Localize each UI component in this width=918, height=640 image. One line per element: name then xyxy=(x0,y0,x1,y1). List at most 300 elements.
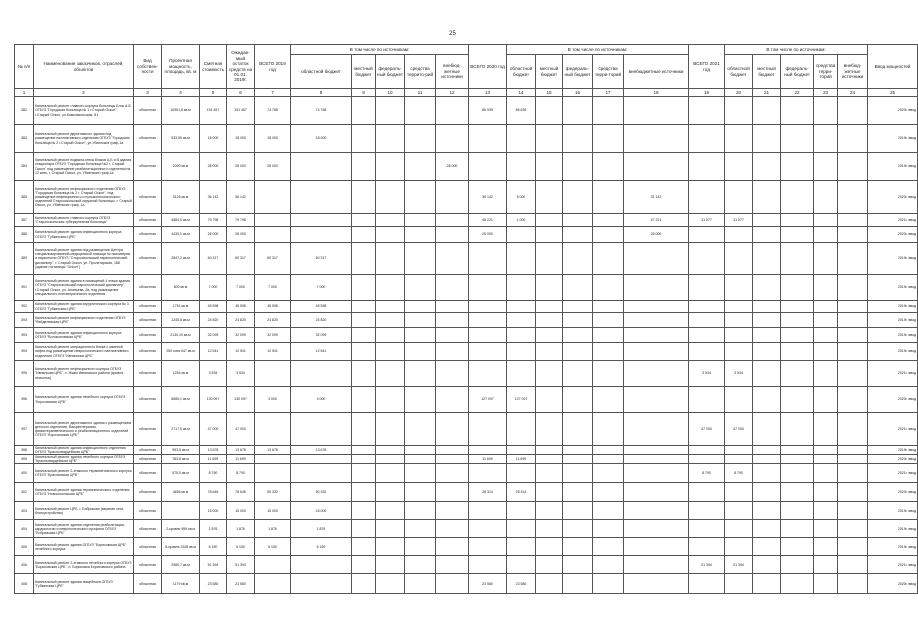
cell-empty xyxy=(405,275,436,301)
column-number: 21 xyxy=(753,89,781,97)
cell-empty xyxy=(405,538,436,556)
cell-own: областная xyxy=(134,446,162,455)
cell-r19 xyxy=(291,181,352,214)
cell-empty xyxy=(536,556,563,574)
cell-r21 xyxy=(725,574,753,594)
cell-r21 xyxy=(725,97,753,125)
table-row xyxy=(15,153,918,181)
hdr-commission: Ввод мощностей xyxy=(868,45,918,89)
cell-off19 xyxy=(436,446,469,455)
cell-empty xyxy=(593,181,624,214)
cell-off20: 47 221 xyxy=(624,214,689,227)
cell-empty xyxy=(352,125,376,153)
cell-off19 xyxy=(436,483,469,502)
cell-empty xyxy=(352,464,376,483)
cell-cap: 4656 кв.м xyxy=(162,483,200,502)
cell-r20 xyxy=(507,361,536,387)
cell-com: 2021г. ввод xyxy=(868,413,918,446)
column-number: 2 xyxy=(34,89,134,97)
hdr-src-territorial-2019: средства террито-рий xyxy=(405,55,436,89)
cell-r20: 127 097 xyxy=(507,387,536,413)
cell-off19 xyxy=(436,125,469,153)
cell-off19 xyxy=(436,464,469,483)
column-number: 18 xyxy=(624,89,689,97)
cell-cap: 2717,6 кв.м xyxy=(162,413,200,446)
cell-empty xyxy=(838,275,868,301)
cell-empty xyxy=(376,243,405,275)
cell-empty xyxy=(814,361,838,387)
cell-empty xyxy=(593,413,624,446)
cell-empty xyxy=(781,446,814,455)
cell-empty xyxy=(753,455,781,464)
cell-empty xyxy=(593,97,624,125)
hdr-incl-2020: В том числе по источникам: xyxy=(507,45,689,55)
cell-cost: 45 598 xyxy=(200,301,227,313)
cell-empty xyxy=(405,343,436,361)
cell-empty xyxy=(563,446,593,455)
cell-empty xyxy=(593,502,624,520)
page-number: 25 xyxy=(449,31,456,37)
cell-empty xyxy=(593,361,624,387)
cell-empty xyxy=(352,483,376,502)
cell-r20 xyxy=(507,313,536,328)
cell-t20 xyxy=(469,275,507,301)
cell-cost: 47 000 xyxy=(200,413,227,446)
cell-r20 xyxy=(507,520,536,538)
cell-t20 xyxy=(469,361,507,387)
cell-t20 xyxy=(469,464,507,483)
cell-empty xyxy=(593,343,624,361)
cell-n: 383 xyxy=(15,125,34,153)
cell-empty xyxy=(753,243,781,275)
cell-empty xyxy=(376,313,405,328)
cell-cap: 10951,8 кв.м xyxy=(162,97,200,125)
cell-empty xyxy=(838,313,868,328)
cell-empty xyxy=(405,455,436,464)
cell-empty xyxy=(536,343,563,361)
cell-exp: 8 790 xyxy=(227,464,255,483)
cell-empty xyxy=(352,538,376,556)
cell-r19 xyxy=(291,227,352,243)
cell-empty xyxy=(781,97,814,125)
hdr-name: Наименование заказчиков, отраслей, объектов xyxy=(34,45,134,89)
cell-off19 xyxy=(436,520,469,538)
cell-cost: 130 097 xyxy=(200,387,227,413)
cell-empty xyxy=(814,455,838,464)
cell-r19 xyxy=(291,556,352,574)
cell-r21: 3 534 xyxy=(725,361,753,387)
cell-empty xyxy=(536,455,563,464)
cell-n: 393 xyxy=(15,313,34,328)
cell-empty xyxy=(536,464,563,483)
cell-t21 xyxy=(689,502,725,520)
cell-empty xyxy=(563,125,593,153)
cell-r21: 8 790 xyxy=(725,464,753,483)
hdr-src-local-2019: местный бюджет xyxy=(352,55,376,89)
cell-empty xyxy=(781,125,814,153)
cell-empty xyxy=(814,502,838,520)
cell-t19: 3 000 xyxy=(255,387,291,413)
cell-t21: 51 394 xyxy=(689,556,725,574)
cell-t19: 6 150 xyxy=(255,538,291,556)
column-number: 3 xyxy=(134,89,162,97)
cell-empty xyxy=(814,574,838,594)
cell-off20 xyxy=(624,574,689,594)
cell-cost: 11 699 xyxy=(200,455,227,464)
cell-r21 xyxy=(725,502,753,520)
cell-r20: 5 000 xyxy=(507,181,536,214)
hdr-capacity: Проектная мощность, площадь, кв. м xyxy=(162,45,200,89)
cell-empty xyxy=(536,520,563,538)
cell-empty xyxy=(753,97,781,125)
cell-r21 xyxy=(725,387,753,413)
cell-empty xyxy=(753,464,781,483)
cell-empty xyxy=(536,181,563,214)
cell-t21 xyxy=(689,455,725,464)
cell-empty xyxy=(781,387,814,413)
hdr-src-regional-2021: областной бюджет xyxy=(725,55,753,89)
cell-r20 xyxy=(507,301,536,313)
cell-r20 xyxy=(507,413,536,446)
cell-cost: 12 541 xyxy=(200,343,227,361)
cell-r19: 32 099 xyxy=(291,328,352,343)
table-row xyxy=(15,343,918,361)
cell-com: 2019г. ввод xyxy=(868,313,918,328)
cell-empty xyxy=(376,520,405,538)
cell-empty xyxy=(781,361,814,387)
column-number: 22 xyxy=(781,89,814,97)
cell-t19: 60 317 xyxy=(255,243,291,275)
cell-t19 xyxy=(255,181,291,214)
cell-r19: 50 332 xyxy=(291,483,352,502)
cell-empty xyxy=(781,227,814,243)
cell-empty xyxy=(563,483,593,502)
cell-exp: 36 142 xyxy=(227,181,255,214)
cell-cap: 2090 кв.м xyxy=(162,153,200,181)
cell-t20 xyxy=(469,556,507,574)
table-row xyxy=(15,275,918,301)
cell-n: 400 xyxy=(15,464,34,483)
cell-name: Капитальный ремонт здания отделения реабилитации, кардиологии и неврологического профиля ОГБУЗ "Бобровская ЦРБ" xyxy=(34,520,134,538)
cell-cap: 1179 кв.м xyxy=(162,574,200,594)
cell-r21: 51 394 xyxy=(725,556,753,574)
cell-empty xyxy=(376,413,405,446)
hdr-src-local-2021: местный бюджет xyxy=(753,55,781,89)
cell-empty xyxy=(405,214,436,227)
cell-r20 xyxy=(507,125,536,153)
cell-own: областная xyxy=(134,328,162,343)
cell-empty xyxy=(753,301,781,313)
table-row xyxy=(15,301,918,313)
cell-r20: 11 699 xyxy=(507,455,536,464)
cell-own: областная xyxy=(134,455,162,464)
cell-t20: 11 699 xyxy=(469,455,507,464)
cell-empty xyxy=(376,97,405,125)
cell-com: 2019г. ввод xyxy=(868,301,918,313)
cell-off20 xyxy=(624,538,689,556)
cell-off20 xyxy=(624,343,689,361)
cell-cap: 2130,19 кв.м xyxy=(162,328,200,343)
cell-empty xyxy=(352,502,376,520)
cell-empty xyxy=(352,413,376,446)
cell-exp: 26 000 xyxy=(227,227,255,243)
cell-n: 384 xyxy=(15,153,34,181)
cell-t21 xyxy=(689,538,725,556)
cell-own: областная xyxy=(134,275,162,301)
table-row xyxy=(15,243,918,275)
cell-t19 xyxy=(255,413,291,446)
cell-t20 xyxy=(469,153,507,181)
cell-r21 xyxy=(725,455,753,464)
cell-empty xyxy=(814,301,838,313)
cell-t19: 74 768 xyxy=(255,97,291,125)
cell-empty xyxy=(536,275,563,301)
cell-t20: 28 314 xyxy=(469,483,507,502)
cell-empty xyxy=(781,153,814,181)
cell-empty xyxy=(405,243,436,275)
cell-off20 xyxy=(624,361,689,387)
cell-t21: 8 790 xyxy=(689,464,725,483)
cell-t21 xyxy=(689,343,725,361)
cell-r20: 28 314 xyxy=(507,483,536,502)
cell-empty xyxy=(352,97,376,125)
cell-n: 399 xyxy=(15,455,34,464)
cell-empty xyxy=(838,574,868,594)
cell-name: Капитальный ремонт главного корпуса больницы Блок А-Б ОГБУЗ "Городская больница № 1 г.Старый Оскол", г.Старый Оскол, ул.Комсомольская, 81 xyxy=(34,97,134,125)
cell-empty xyxy=(753,227,781,243)
cell-t19: 12 541 xyxy=(255,343,291,361)
cell-empty xyxy=(838,455,868,464)
cell-empty xyxy=(536,328,563,343)
cell-empty xyxy=(838,502,868,520)
cell-empty xyxy=(753,446,781,455)
cell-exp: 79 798 xyxy=(227,214,255,227)
cell-t20: 23 580 xyxy=(469,574,507,594)
cell-com: 2019г. ввод xyxy=(868,538,918,556)
column-number: 1 xyxy=(15,89,34,97)
cell-own: областная xyxy=(134,153,162,181)
cell-n: 396 xyxy=(15,387,34,413)
cell-off19 xyxy=(436,181,469,214)
cell-r20 xyxy=(507,343,536,361)
cell-name: Капитальный ремонт здания инфекционного корпуса ОГБУЗ "Губкинская ЦРБ" xyxy=(34,227,134,243)
cell-r21 xyxy=(725,520,753,538)
hdr-own: Вид собствен-ности xyxy=(134,45,162,89)
cell-n: 382 xyxy=(15,97,34,125)
cell-empty xyxy=(814,464,838,483)
cell-t20: 127 097 xyxy=(469,387,507,413)
cell-r21 xyxy=(725,313,753,328)
cell-cap: 250 коек 647 кв.м xyxy=(162,343,200,361)
cell-name: Капитальный ремонт главного корпуса ОГБУЗ "Старооскольская туберкулезная больница" xyxy=(34,214,134,227)
cell-com: 2020г. ввод xyxy=(868,574,918,594)
cell-empty xyxy=(563,328,593,343)
cell-t21 xyxy=(689,243,725,275)
cell-empty xyxy=(376,464,405,483)
cell-name: Капитальный ремонт здания терапевтического отделения ОГБУЗ "Новооскольская ЦРБ" xyxy=(34,483,134,502)
cell-empty xyxy=(405,520,436,538)
cell-n: 389 xyxy=(15,243,34,275)
cell-empty xyxy=(593,153,624,181)
cell-off19 xyxy=(436,455,469,464)
column-number-row xyxy=(15,89,918,97)
cell-cap: 2847,2 кв.м xyxy=(162,243,200,275)
cell-cap: 2-кровли 959 кв.м xyxy=(162,520,200,538)
column-number: 4 xyxy=(162,89,200,97)
cell-empty xyxy=(352,387,376,413)
cell-empty xyxy=(536,446,563,455)
cell-off20 xyxy=(624,413,689,446)
cell-t20 xyxy=(469,446,507,455)
cell-empty xyxy=(781,343,814,361)
cell-off19 xyxy=(436,574,469,594)
cell-empty xyxy=(376,361,405,387)
cell-empty xyxy=(563,275,593,301)
cell-t21 xyxy=(689,301,725,313)
cell-empty xyxy=(593,214,624,227)
cell-exp: 15 000 xyxy=(227,502,255,520)
cell-n: 408 xyxy=(15,574,34,594)
hdr-src-local-2020: местный бюджет xyxy=(536,55,563,89)
table-row xyxy=(15,313,918,328)
cell-r19 xyxy=(291,464,352,483)
cell-empty xyxy=(838,181,868,214)
column-number: 23 xyxy=(814,89,838,97)
hdr-src-regional-2020: областной бюджет xyxy=(507,55,536,89)
cell-empty xyxy=(593,538,624,556)
cell-off19 xyxy=(436,328,469,343)
cell-r19: 1 876 xyxy=(291,520,352,538)
cell-empty xyxy=(814,181,838,214)
cell-empty xyxy=(814,413,838,446)
cell-empty xyxy=(352,446,376,455)
cell-empty xyxy=(376,483,405,502)
cell-off19 xyxy=(436,214,469,227)
cell-r19 xyxy=(291,361,352,387)
cell-empty xyxy=(536,502,563,520)
cell-com: 2019г. ввод xyxy=(868,520,918,538)
hdr-src-territorial-2020: средства терри-торий xyxy=(593,55,624,89)
cell-name: Капитальный ремонт здания лечебного корпуса ОГБУЗ "Красногвардейская ЦРБ" xyxy=(34,455,134,464)
cell-r21 xyxy=(725,446,753,455)
cell-com: 2020г. ввод xyxy=(868,483,918,502)
cell-off20 xyxy=(624,153,689,181)
cell-empty xyxy=(781,502,814,520)
cell-empty xyxy=(814,538,838,556)
cell-t21 xyxy=(689,181,725,214)
cell-empty xyxy=(563,153,593,181)
cell-cap: 1751 кв.м xyxy=(162,301,200,313)
cell-exp: 24 820 xyxy=(227,313,255,328)
cell-empty xyxy=(814,446,838,455)
hdr-total-2021: ВСЕГО 2021 год xyxy=(689,45,725,89)
cell-off19 xyxy=(436,387,469,413)
cell-empty xyxy=(593,446,624,455)
cell-off20 xyxy=(624,483,689,502)
cell-empty xyxy=(753,153,781,181)
cell-r19 xyxy=(291,413,352,446)
column-number: 15 xyxy=(536,89,563,97)
cell-cost: 7 000 xyxy=(200,275,227,301)
hdr-src-offbudget-2020: внебюджетные источники xyxy=(624,55,689,89)
cell-empty xyxy=(753,275,781,301)
cell-empty xyxy=(376,214,405,227)
cell-empty xyxy=(352,328,376,343)
cell-r19: 18 000 xyxy=(291,125,352,153)
cell-own: областная xyxy=(134,464,162,483)
cell-off19 xyxy=(436,243,469,275)
cell-empty xyxy=(781,243,814,275)
cell-empty xyxy=(753,181,781,214)
cell-n: 392 xyxy=(15,301,34,313)
cell-cap: 2980,7 кв.м xyxy=(162,556,200,574)
cell-off19 xyxy=(436,556,469,574)
cell-empty xyxy=(838,227,868,243)
cell-empty xyxy=(814,153,838,181)
cell-empty xyxy=(753,556,781,574)
budget-table xyxy=(14,44,918,594)
cell-empty xyxy=(405,361,436,387)
hdr-src-federal-2021: федераль-ный бюджет xyxy=(781,55,814,89)
cell-empty xyxy=(593,328,624,343)
cell-r21 xyxy=(725,275,753,301)
cell-cost: 3 534 xyxy=(200,361,227,387)
cell-empty xyxy=(563,520,593,538)
cell-empty xyxy=(838,214,868,227)
cell-cost: 6 150 xyxy=(200,538,227,556)
cell-exp: 11 699 xyxy=(227,455,255,464)
cell-own: областная xyxy=(134,214,162,227)
cell-t19: 15 000 xyxy=(255,502,291,520)
cell-cost: 151 457 xyxy=(200,97,227,125)
cell-empty xyxy=(838,483,868,502)
cell-empty xyxy=(593,574,624,594)
cell-empty xyxy=(376,328,405,343)
cell-empty xyxy=(563,214,593,227)
cell-off20 xyxy=(624,301,689,313)
cell-empty xyxy=(536,97,563,125)
cell-empty xyxy=(781,556,814,574)
cell-empty xyxy=(563,301,593,313)
cell-cap: 533,59 кв.м xyxy=(162,125,200,153)
cell-empty xyxy=(405,464,436,483)
cell-empty xyxy=(405,502,436,520)
cell-t20 xyxy=(469,125,507,153)
cell-own: областная xyxy=(134,413,162,446)
cell-off19 xyxy=(436,301,469,313)
cell-r19 xyxy=(291,455,352,464)
cell-cost: 28 000 xyxy=(200,153,227,181)
column-number: 17 xyxy=(593,89,624,97)
cell-t20 xyxy=(469,538,507,556)
cell-empty xyxy=(593,483,624,502)
cell-empty xyxy=(536,301,563,313)
cell-exp: 47 000 xyxy=(227,413,255,446)
column-number: 11 xyxy=(405,89,436,97)
column-number: 7 xyxy=(255,89,291,97)
cell-cap: 4684,0 кв.м xyxy=(162,214,200,227)
table-row xyxy=(15,538,918,556)
cell-t21 xyxy=(689,125,725,153)
cell-r19: 3 000 xyxy=(291,387,352,413)
cell-empty xyxy=(838,361,868,387)
table-row xyxy=(15,574,918,594)
cell-name: Капитальный ремонт 2-этажного лечебного корпуса ОГБУЗ "Борисовская ЦРБ", п. Борисовка Борисовского района xyxy=(34,556,134,574)
cell-n: 385 xyxy=(15,181,34,214)
cell-cost: 18 000 xyxy=(200,125,227,153)
cell-cost: 24 820 xyxy=(200,313,227,328)
cell-cap: 953,5 кв.м xyxy=(162,446,200,455)
